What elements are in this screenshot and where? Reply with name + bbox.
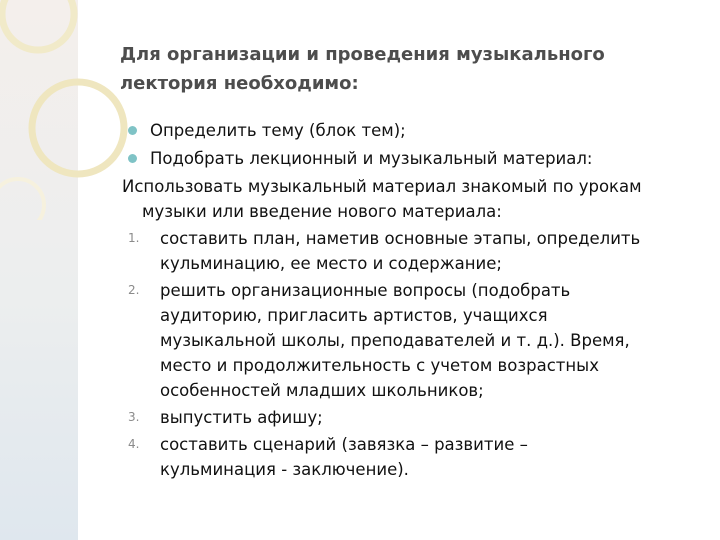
bullet-dot-icon xyxy=(128,154,137,163)
item-number: 3. xyxy=(128,410,140,424)
item-number: 2. xyxy=(128,283,140,297)
title-line-2: лектория необходимо: xyxy=(120,73,359,94)
slide-body xyxy=(122,118,708,482)
item-line: место и продолжительность с учетом возрастных xyxy=(160,356,599,375)
item-line: кульминацию, ее место и содержание; xyxy=(160,254,502,273)
item-line: особенностей младших школьников; xyxy=(160,381,484,400)
item-line: выпустить афишу; xyxy=(160,408,323,427)
item-line: составить сценарий (завязка – развитие – xyxy=(160,435,528,454)
title-line-1: Для организации и проведения музыкального xyxy=(120,44,605,65)
item-line: составить план, наметив основные этапы, определить xyxy=(160,229,641,248)
bullet-item xyxy=(128,118,708,146)
paragraph-line: музыки или введение нового материала: xyxy=(142,202,502,221)
paragraph xyxy=(122,174,702,224)
item-line: кульминация - заключение). xyxy=(160,460,409,479)
item-line: аудиторию, пригласить артистов, учащихся xyxy=(160,306,548,325)
decorative-rings xyxy=(0,0,130,220)
slide-title xyxy=(120,40,680,98)
numbered-item xyxy=(128,278,708,403)
numbered-item xyxy=(128,432,708,482)
item-number: 4. xyxy=(128,437,140,451)
numbered-item xyxy=(128,405,708,430)
bullet-text: Подобрать лекционный и музыкальный материал: xyxy=(150,149,593,168)
bullet-dot-icon xyxy=(128,126,137,135)
item-number: 1. xyxy=(128,231,140,245)
paragraph-line: Использовать музыкальный материал знакомый по урокам xyxy=(122,177,642,196)
bullet-item xyxy=(128,146,708,174)
bullet-text: Определить тему (блок тем); xyxy=(150,121,406,140)
numbered-item xyxy=(128,226,708,276)
item-line: музыкальной школы, преподавателей и т. д.). Время, xyxy=(160,331,630,350)
item-line: решить организационные вопросы (подобрать xyxy=(160,281,571,300)
